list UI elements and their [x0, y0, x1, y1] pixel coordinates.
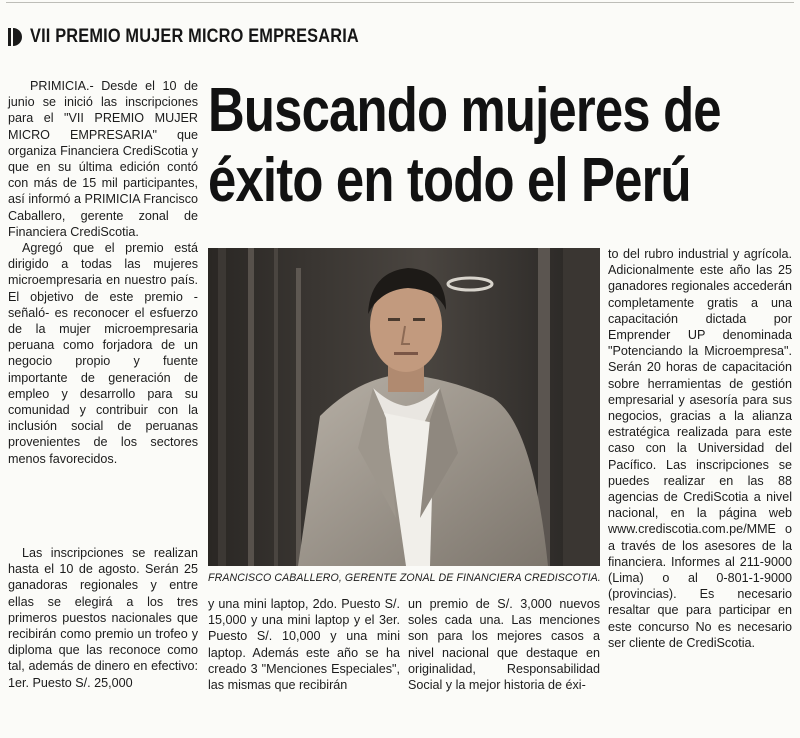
headline-line-1: Buscando mujeres de: [208, 76, 721, 145]
article-column-1: [8, 78, 198, 467]
section-marker-icon: [8, 28, 22, 46]
article-column-2: [208, 596, 400, 693]
section-title: VII PREMIO MUJER MICRO EMPRESARIA: [30, 26, 359, 47]
article-column-1-continued: [8, 545, 198, 691]
article-paragraph: PRIMICIA.- Desde el 10 de junio se inició las inscripciones para el "VII PREMIO MUJER MICRO EMPRESARIA" que organiza Financiera CrediScotia y que en su última edición contó con más de 15 mil participantes, así informó a PRIMICIA Francisco Caballero, gerente zonal de Financiera CrediScotia.: [8, 79, 198, 239]
portrait-photo: [208, 248, 600, 566]
headline-line-2: éxito en todo el Perú: [208, 146, 691, 215]
article-column-4: [608, 246, 792, 651]
portrait-illustration: [208, 248, 600, 566]
photo-caption: FRANCISCO CABALLERO, GERENTE ZONAL DE FINANCIERA CREDISCOTIA.: [208, 572, 601, 584]
article-paragraph: Agregó que el premio está dirigido a todas las mujeres microempresaria en nuestro país. El objetivo de este premio -señaló- es reconocer el esfuerzo de la mujer microempresaria peruana como forjadora de un negocio propio y fuente importante de generación de empleo y desarrollo para su comunidad y contribuir con la inclusión social de peruanas provenientes de los sectores menos favorecidos.: [8, 241, 198, 466]
article-paragraph: un premio de S/. 3,000 nuevos soles cada una. Las menciones son para los mejores casos a nivel nacional que destaque en originalidad, Responsabilidad Social y la mejor historia de éxi-: [408, 597, 600, 693]
article-column-3: [408, 596, 600, 693]
section-header: [8, 24, 412, 50]
article-paragraph: y una mini laptop, 2do. Puesto S/. 15,000 y una mini laptop y el 3er. Puesto S/. 10,000 y una mini laptop. Además este año se ha creado 3 "Menciones Especiales", las mismas que recibirán: [208, 597, 400, 693]
top-rule: [6, 2, 794, 3]
headline: [208, 76, 790, 216]
article-paragraph: Las inscripciones se realizan hasta el 10 de agosto. Serán 25 ganadoras regionales y entre ellas se elegirá a los tres primeros puestos nacionales que recibirán como premio un trofeo y diploma que las reconoce como tal, además de dinero en efectivo: 1er. Puesto S/. 25,000: [8, 546, 198, 690]
article-paragraph: to del rubro industrial y agrícola. Adicionalmente este año las 25 ganadores regionales accederán completamente gratis a una capacitación dictada por Emprender UP denominada "Potenciando la Microempresa". Serán 20 horas de capacitación sobre herramientas de gestión empresarial y asesoría para sus negocios, gracias a la alianza estratégica realizada para este caso con la Universidad del Pacífico. Las inscripciones se puedes realizar en las 88 agencias de CrediScotia a nivel nacional, en la página web www.crediscotia.com.pe/MME o a través de los asesores de la financiera. Informes al 211-9000 (Lima) o al 0-801-1-9000 (provincias). Es necesario resaltar que para participar en este concurso No es necesario ser cliente de CrediScotia.: [608, 247, 792, 650]
